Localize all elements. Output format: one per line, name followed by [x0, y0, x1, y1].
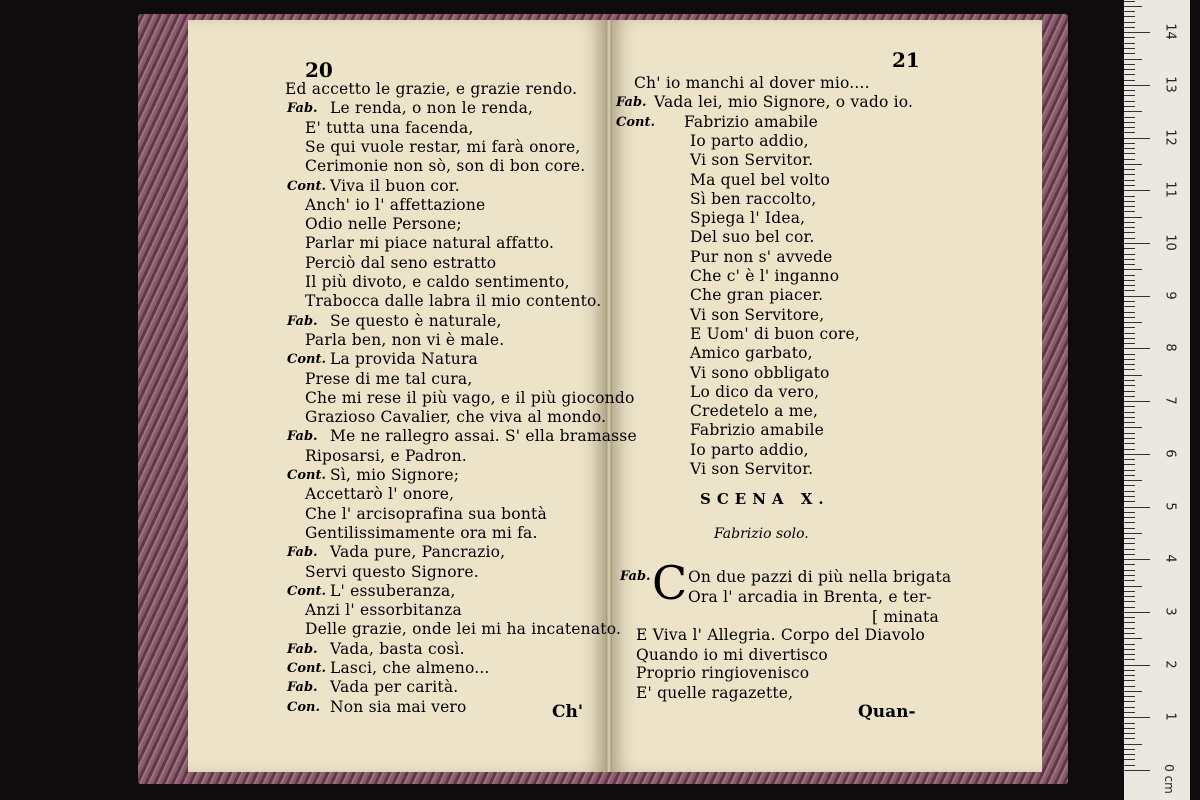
- verse-line: Che c' è l' inganno: [690, 267, 840, 285]
- verse-line: Vi son Servitor.: [690, 151, 814, 170]
- ruler-tick: [1124, 612, 1150, 613]
- ruler-tick: [1124, 22, 1135, 23]
- verse-line: E Uom' di buon core,: [690, 324, 860, 343]
- ruler-tick: [1124, 101, 1135, 102]
- ruler-tick: [1124, 117, 1135, 118]
- verse-line: Vi sono obbligato: [690, 363, 830, 382]
- verse-line: Odio nelle Persone;: [305, 215, 462, 234]
- scene-heading: SCENA X.: [700, 490, 830, 508]
- speaker-label: Fab.: [287, 545, 318, 561]
- ruler-tick: [1124, 348, 1150, 349]
- ruler-tick: [1124, 74, 1135, 75]
- ruler-tick: [1124, 301, 1135, 302]
- ruler-tick: [1124, 480, 1142, 481]
- ruler-tick: [1124, 322, 1142, 323]
- ruler-tick: [1124, 53, 1135, 54]
- ruler-tick: [1124, 132, 1135, 133]
- ruler-tick: [1124, 654, 1135, 655]
- ruler-tick: [1124, 406, 1135, 407]
- speaker-label: Fab.: [287, 641, 318, 657]
- ruler-tick: [1124, 470, 1135, 471]
- speaker-label: Cont.: [287, 178, 326, 194]
- verse-line: Vada lei, mio Signore, o vado io.: [654, 93, 914, 112]
- ruler-tick: [1124, 90, 1135, 91]
- verse-line: Ora l' arcadia in Brenta, e ter-: [688, 588, 932, 606]
- verse-line: Vi son Servitore,: [690, 305, 825, 324]
- ruler-tick: [1124, 48, 1135, 49]
- ruler-tick: [1124, 269, 1142, 270]
- ruler-tick: [1124, 401, 1150, 402]
- ruler-tick: [1124, 501, 1135, 502]
- ruler-tick: [1124, 427, 1142, 428]
- ruler-tick: [1124, 559, 1150, 560]
- ruler-tick: [1124, 106, 1135, 107]
- ruler-tick: [1124, 512, 1135, 513]
- ruler-tick: [1124, 37, 1135, 38]
- verse-line: Lo dico da vero,: [690, 382, 820, 401]
- ruler-tick: [1124, 449, 1135, 450]
- ruler-tick: [1124, 749, 1135, 750]
- ruler-tick: [1124, 312, 1135, 313]
- ruler-tick: [1124, 417, 1135, 418]
- verse-line: Prese di me tal cura,: [305, 369, 473, 388]
- verse-line: Il più divoto, e caldo sentimento,: [305, 273, 570, 291]
- verse-line: Le renda, o non le renda,: [330, 99, 534, 118]
- speaker-label: Fab.: [616, 95, 647, 111]
- ruler-tick: [1124, 391, 1135, 392]
- verse-line: Viva il buon cor.: [330, 176, 460, 195]
- ruler-tick: [1124, 586, 1142, 587]
- ruler-tick: [1124, 754, 1135, 755]
- verse-line: Amico garbato,: [690, 344, 813, 363]
- ruler-tick: [1124, 575, 1135, 576]
- ruler-tick: [1124, 6, 1142, 7]
- verse-line: Sì, mio Signore;: [330, 466, 460, 484]
- speaker-label: Fab.: [287, 429, 318, 445]
- ruler-tick: [1124, 227, 1135, 228]
- verse-line: Servi questo Signore.: [305, 562, 479, 581]
- measurement-ruler: [1124, 0, 1190, 800]
- ruler-tick: [1124, 533, 1142, 534]
- ruler-tick: [1124, 412, 1135, 413]
- ruler-tick: [1124, 433, 1135, 434]
- verse-line: La provida Natura: [330, 350, 478, 369]
- verse-line: E' tutta una facenda,: [305, 118, 474, 137]
- verse-line: Delle grazie, onde lei mi ha incatenato.: [305, 620, 622, 639]
- ruler-tick: [1124, 275, 1135, 276]
- ruler-number: 11: [1162, 181, 1178, 199]
- ruler-tick: [1124, 485, 1135, 486]
- ruler-tick: [1124, 280, 1135, 281]
- ruler-tick: [1124, 64, 1135, 65]
- verse-line: Credetelo a me,: [690, 402, 819, 421]
- ruler-tick: [1124, 369, 1135, 370]
- ruler-tick: [1124, 596, 1135, 597]
- ruler-tick: [1124, 422, 1135, 423]
- speaker-label: Fab.: [287, 680, 318, 696]
- ruler-number: 7: [1162, 396, 1178, 405]
- ruler-tick: [1124, 733, 1135, 734]
- ruler-number: 10: [1162, 234, 1178, 251]
- ruler-tick: [1124, 190, 1150, 191]
- ruler-number: 1: [1162, 712, 1178, 721]
- ruler-tick: [1124, 438, 1135, 439]
- ruler-tick: [1124, 396, 1135, 397]
- ruler-number: 3: [1162, 607, 1178, 616]
- ruler-tick: [1124, 385, 1135, 386]
- ruler-tick: [1124, 528, 1135, 529]
- ruler-tick: [1124, 601, 1135, 602]
- ruler-tick: [1124, 696, 1135, 697]
- verse-line: Vi son Servitor.: [690, 460, 814, 478]
- speaker-label: Cont.: [287, 661, 326, 676]
- ruler-tick: [1124, 243, 1150, 244]
- verse-line: Riposarsi, e Padron.: [305, 446, 467, 465]
- ruler-tick: [1124, 16, 1135, 17]
- ruler-tick: [1124, 259, 1135, 260]
- ruler-tick: [1124, 543, 1135, 544]
- ruler-tick: [1124, 380, 1135, 381]
- verse-line: Fabrizio amabile: [684, 112, 819, 131]
- ruler-tick: [1124, 232, 1135, 233]
- verse-line: E Viva l' Allegria. Corpo del Diavolo: [636, 626, 926, 644]
- ruler-tick: [1124, 138, 1150, 139]
- verse-line: Trabocca dalle labra il mio contento.: [305, 292, 602, 311]
- verse-line: Gentilissimamente ora mi fa.: [305, 523, 538, 542]
- verse-line: Ma quel bel volto: [690, 170, 830, 189]
- ruler-tick: [1124, 32, 1150, 33]
- ruler-tick: [1124, 206, 1135, 207]
- ruler-tick: [1124, 338, 1135, 339]
- ruler-tick: [1124, 443, 1135, 444]
- ruler-tick: [1124, 675, 1135, 676]
- ruler-tick: [1124, 333, 1135, 334]
- ruler-tick: [1124, 327, 1135, 328]
- ruler-tick: [1124, 43, 1135, 44]
- ruler-tick: [1124, 290, 1135, 291]
- ruler-tick: [1124, 759, 1135, 760]
- verse-line: Parlar mi piace natural affatto.: [305, 234, 555, 253]
- ruler-number: 8: [1162, 343, 1178, 353]
- ruler-tick: [1124, 570, 1135, 571]
- ruler-tick: [1124, 459, 1135, 460]
- ruler-number: 2: [1162, 659, 1178, 669]
- ruler-tick: [1124, 491, 1135, 492]
- ruler-tick: [1124, 728, 1135, 729]
- speaker-label: Cont.: [287, 352, 326, 368]
- verse-line: Io parto addio,: [690, 440, 809, 459]
- ruler-tick: [1124, 222, 1135, 223]
- ruler-tick: [1124, 122, 1135, 123]
- ruler-tick: [1124, 564, 1135, 565]
- ruler-number: 14: [1162, 23, 1178, 40]
- verse-line: [ minata: [872, 608, 939, 626]
- ruler-unit-label: 0 cm: [1161, 764, 1176, 794]
- speaker-label: Con.: [287, 699, 320, 715]
- ruler-tick: [1124, 628, 1135, 629]
- ruler-tick: [1124, 185, 1135, 186]
- ruler-tick: [1124, 691, 1142, 692]
- ruler-tick: [1124, 770, 1150, 771]
- verse-line: Se qui vuole restar, mi farà onore,: [305, 137, 581, 156]
- ruler-tick: [1124, 254, 1135, 255]
- ruler-tick: [1124, 174, 1135, 175]
- speaker-label: Cont.: [287, 583, 326, 599]
- ruler-tick: [1124, 248, 1135, 249]
- ruler-tick: [1124, 680, 1135, 681]
- verse-line: Fabrizio amabile: [690, 421, 825, 440]
- ruler-tick: [1124, 744, 1142, 745]
- ruler-tick: [1124, 211, 1135, 212]
- ruler-number: 12: [1162, 128, 1178, 146]
- ruler-tick: [1124, 738, 1135, 739]
- ruler-tick: [1124, 95, 1135, 96]
- ruler-tick: [1124, 633, 1135, 634]
- ruler-number: 13: [1162, 76, 1178, 93]
- ruler-tick: [1124, 686, 1135, 687]
- verse-line: Vada pure, Pancrazio,: [330, 543, 506, 562]
- verse-line: Me ne rallegro assai. S' ella bramasse: [330, 427, 637, 446]
- ruler-tick: [1124, 622, 1135, 623]
- verse-line: Pur non s' avvede: [690, 247, 833, 266]
- speaker-label: Cont.: [287, 468, 326, 483]
- ruler-tick: [1124, 238, 1135, 239]
- ruler-tick: [1124, 522, 1135, 523]
- verse-line: Sì ben raccolto,: [690, 189, 817, 208]
- ruler-tick: [1124, 701, 1135, 702]
- ruler-tick: [1124, 196, 1135, 197]
- ruler-tick: [1124, 580, 1135, 581]
- ruler-number: 6: [1162, 449, 1178, 458]
- ruler-tick: [1124, 364, 1135, 365]
- ruler-tick: [1124, 111, 1142, 112]
- ruler-tick: [1124, 464, 1135, 465]
- ruler-tick: [1124, 454, 1150, 455]
- ruler-tick: [1124, 201, 1135, 202]
- ruler-tick: [1124, 475, 1135, 476]
- ruler-tick: [1124, 496, 1135, 497]
- ruler-tick: [1124, 765, 1135, 766]
- verse-line: Parla ben, non vi è male.: [305, 330, 505, 349]
- ruler-tick: [1124, 306, 1135, 307]
- ruler-tick: [1124, 127, 1135, 128]
- ruler-tick: [1124, 80, 1135, 81]
- ruler-tick: [1124, 148, 1135, 149]
- ruler-number: 4: [1162, 554, 1178, 563]
- verse-line: Perciò dal seno estratto: [305, 253, 497, 272]
- verse-line: Grazioso Cavalier, che viva al mondo.: [305, 408, 607, 427]
- ruler-tick: [1124, 659, 1135, 660]
- ruler-tick: [1124, 359, 1135, 360]
- ruler-tick: [1124, 180, 1135, 181]
- ruler-tick: [1124, 644, 1135, 645]
- ruler-number: 9: [1162, 291, 1178, 300]
- verse-line: Che l' arcisoprafina sua bontà: [305, 504, 547, 523]
- verse-line: Cerimonie non sò, son di bon core.: [305, 157, 586, 176]
- ruler-tick: [1124, 638, 1142, 639]
- ruler-tick: [1124, 85, 1150, 86]
- ruler-tick: [1124, 649, 1135, 650]
- ruler-tick: [1124, 159, 1135, 160]
- speaker-label: Fab.: [287, 101, 318, 117]
- ruler-tick: [1124, 375, 1142, 376]
- ruler-tick: [1124, 69, 1135, 70]
- ruler-tick: [1124, 264, 1135, 265]
- verse-line: Io parto addio,: [690, 131, 809, 150]
- verse-line: Ch' io manchi al dover mio....: [634, 74, 870, 92]
- right-catchword: Quan-: [858, 702, 916, 722]
- left-page-number: 20: [305, 58, 333, 82]
- ruler-tick: [1124, 169, 1135, 170]
- verse-line: Non sia mai vero: [330, 697, 467, 716]
- speaker-label: Fab.: [620, 569, 651, 584]
- left-catchword: Ch': [552, 702, 584, 722]
- verse-line: Quando io mi divertisco: [636, 646, 828, 664]
- ruler-tick: [1124, 59, 1142, 60]
- ruler-tick: [1124, 153, 1135, 154]
- ruler-tick: [1124, 317, 1135, 318]
- ruler-tick: [1124, 517, 1135, 518]
- scene-subtitle: Fabrizio solo.: [714, 526, 809, 542]
- verse-line: Che mi rese il più vago, e il più giocondo: [305, 388, 635, 407]
- ruler-tick: [1124, 554, 1135, 555]
- speaker-label: Fab.: [287, 313, 318, 329]
- ruler-tick: [1124, 143, 1135, 144]
- verse-line: Vada per carità.: [330, 678, 459, 697]
- ruler-tick: [1124, 507, 1150, 508]
- verse-line: Accettarò l' onore,: [305, 485, 455, 504]
- ruler-tick: [1124, 217, 1142, 218]
- ruler-tick: [1124, 164, 1142, 165]
- verse-line: Proprio ringiovenisco: [636, 664, 810, 682]
- ruler-tick: [1124, 549, 1135, 550]
- speaker-label: Cont.: [616, 114, 655, 130]
- verse-line: E' quelle ragazette,: [636, 684, 794, 702]
- right-page-number: 21: [892, 48, 920, 72]
- verse-line: Vada, basta così.: [330, 639, 465, 658]
- verse-line: On due pazzi di più nella brigata: [688, 568, 952, 586]
- ruler-tick: [1124, 11, 1135, 12]
- ruler-tick: [1124, 285, 1135, 286]
- verse-line: Del suo bel cor.: [690, 228, 815, 247]
- ruler-tick: [1124, 723, 1135, 724]
- verse-line: Spiega l' Idea,: [690, 209, 806, 228]
- ruler-tick: [1124, 354, 1135, 355]
- ruler-tick: [1124, 538, 1135, 539]
- ruler-tick: [1124, 717, 1150, 718]
- ruler-tick: [1124, 607, 1135, 608]
- ruler-tick: [1124, 591, 1135, 592]
- ruler-tick: [1124, 712, 1135, 713]
- verse-line: Anch' io l' affettazione: [305, 195, 486, 214]
- verse-line: Se questo è naturale,: [330, 311, 502, 330]
- ruler-tick: [1124, 1, 1135, 2]
- ruler-tick: [1124, 27, 1135, 28]
- ruler-tick: [1124, 617, 1135, 618]
- verse-line: L' essuberanza,: [330, 581, 456, 600]
- ruler-tick: [1124, 296, 1150, 297]
- ruler-tick: [1124, 343, 1135, 344]
- verse-line: Che gran piacer.: [690, 286, 824, 305]
- ruler-tick: [1124, 707, 1135, 708]
- ruler-tick: [1124, 670, 1135, 671]
- verse-line: Ed accetto le grazie, e grazie rendo.: [285, 80, 578, 98]
- ruler-number: 5: [1162, 501, 1178, 511]
- ruler-tick: [1124, 665, 1150, 666]
- verse-line: Anzi l' essorbitanza: [305, 601, 462, 620]
- verse-line: Lasci, che almeno...: [330, 659, 490, 677]
- drop-initial: C: [652, 556, 688, 610]
